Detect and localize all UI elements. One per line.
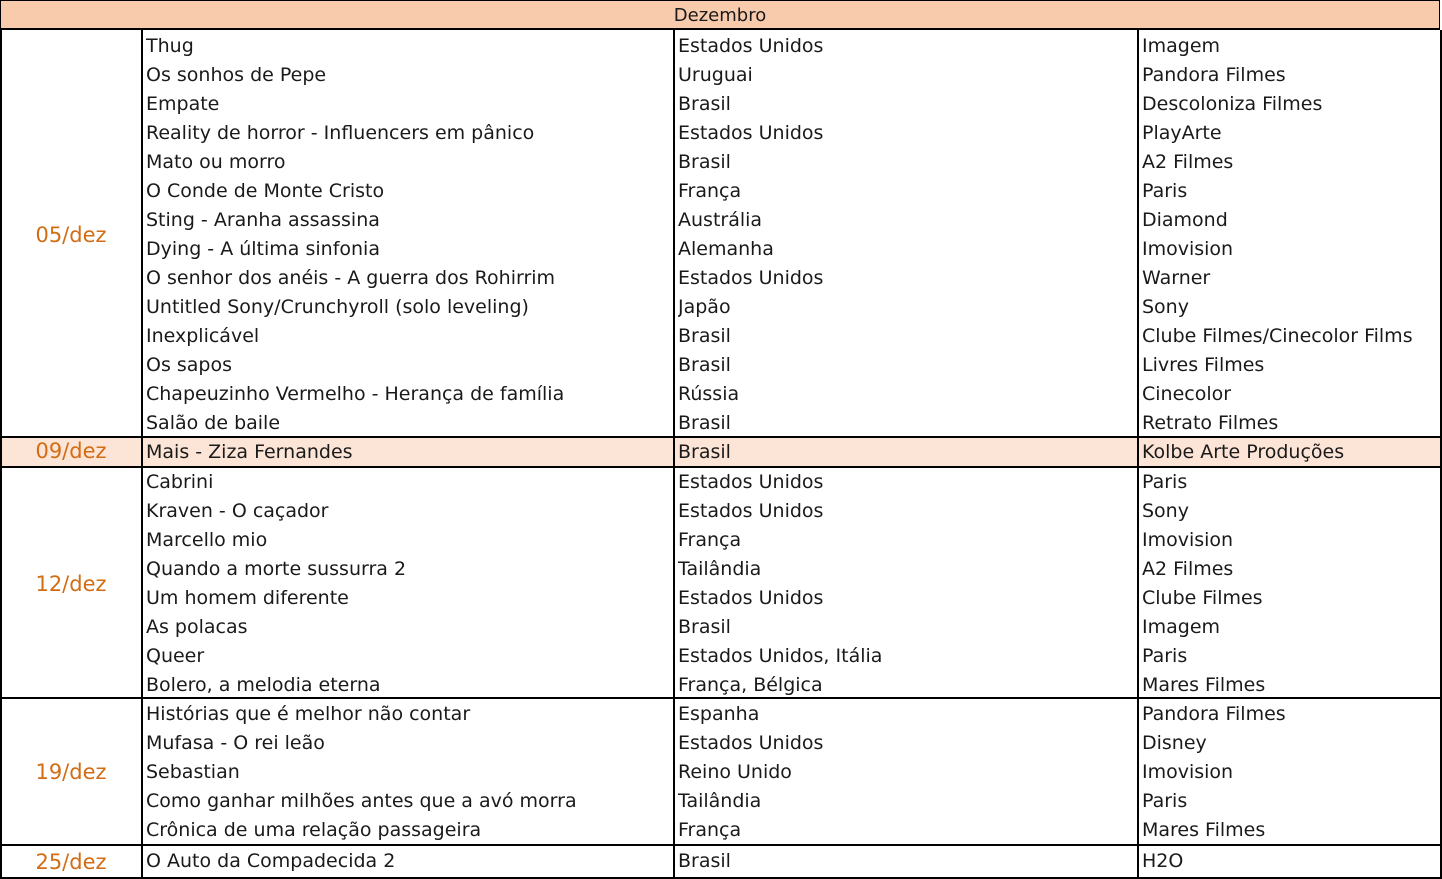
movie-title-cell: O Conde de Monte Cristo — [146, 180, 385, 202]
movie-title-cell: Chapeuzinho Vermelho - Herança de família — [146, 383, 565, 405]
movie-title-cell: Empate — [146, 93, 220, 115]
movie-title-cell: As polacas — [146, 616, 248, 638]
month-header — [0, 0, 1440, 30]
column-divider — [1137, 30, 1139, 879]
table-row — [0, 380, 1442, 409]
country-cell: Uruguai — [678, 64, 753, 86]
movie-title-cell: Cabrini — [146, 471, 214, 493]
distributor-cell: Imagem — [1142, 616, 1221, 638]
date-group — [0, 32, 1442, 438]
table-row — [0, 584, 1442, 613]
distributor-cell: Imagem — [1142, 35, 1221, 57]
release-date: 09/dez — [35, 439, 107, 463]
movie-title-cell: Salão de baile — [146, 412, 281, 434]
movie-title-cell: Sting - Aranha assassina — [146, 209, 380, 231]
movie-title-cell: Histórias que é melhor não contar — [146, 703, 471, 725]
date-group — [0, 437, 1442, 467]
table-row — [0, 61, 1442, 90]
distributor-cell: Kolbe Arte Produções — [1142, 441, 1345, 463]
release-date: 19/dez — [35, 760, 107, 784]
distributor-cell: Paris — [1142, 645, 1188, 667]
table-row — [0, 642, 1442, 671]
release-date: 05/dez — [35, 223, 107, 247]
country-cell: França — [678, 180, 742, 202]
movie-title-cell: Reality de horror - Influencers em pânico — [146, 122, 535, 144]
table-row — [0, 409, 1442, 438]
table-row — [0, 119, 1442, 148]
movie-title-cell: Kraven - O caçador — [146, 500, 329, 522]
country-cell: Estados Unidos — [678, 267, 824, 289]
date-group — [0, 847, 1442, 877]
table-row — [0, 671, 1442, 700]
movie-title-cell: Bolero, a melodia eterna — [146, 674, 381, 696]
distributor-cell: Imovision — [1142, 761, 1234, 783]
country-cell: Brasil — [678, 325, 731, 347]
distributor-cell: Retrato Filmes — [1142, 412, 1279, 434]
country-cell: Tailândia — [678, 790, 762, 812]
date-group — [0, 468, 1442, 700]
country-cell: Estados Unidos — [678, 35, 824, 57]
distributor-cell: Sony — [1142, 296, 1189, 318]
table-row — [0, 555, 1442, 584]
table-row — [0, 700, 1442, 729]
country-cell: França, Bélgica — [678, 674, 823, 696]
table-row — [0, 32, 1442, 61]
movie-title-cell: O Auto da Compadecida 2 — [146, 850, 396, 872]
row-divider — [0, 436, 1442, 438]
table-row — [0, 497, 1442, 526]
distributor-cell: Livres Filmes — [1142, 354, 1265, 376]
release-date: 12/dez — [35, 572, 107, 596]
movie-title-cell: Um homem diferente — [146, 587, 349, 609]
country-cell: Brasil — [678, 441, 731, 463]
country-cell: Japão — [678, 296, 731, 318]
distributor-cell: Imovision — [1142, 238, 1234, 260]
movie-title-cell: Queer — [146, 645, 205, 667]
table-row — [0, 206, 1442, 235]
distributor-cell: Mares Filmes — [1142, 674, 1266, 696]
distributor-cell: Warner — [1142, 267, 1211, 289]
distributor-cell: H2O — [1142, 850, 1184, 872]
country-cell: Estados Unidos, Itália — [678, 645, 883, 667]
country-cell: Estados Unidos — [678, 500, 824, 522]
table-row — [0, 847, 1442, 876]
movie-title-cell: Inexplicável — [146, 325, 260, 347]
distributor-cell: Disney — [1142, 732, 1207, 754]
country-cell: França — [678, 819, 742, 841]
table-row — [0, 816, 1442, 845]
table-row — [0, 438, 1442, 467]
table-row — [0, 90, 1442, 119]
distributor-cell: Pandora Filmes — [1142, 703, 1286, 725]
movie-title-cell: Sebastian — [146, 761, 240, 783]
distributor-cell: Descoloniza Filmes — [1142, 93, 1323, 115]
column-divider — [673, 30, 675, 879]
movie-title-cell: Como ganhar milhões antes que a avó morra — [146, 790, 577, 812]
distributor-cell: A2 Filmes — [1142, 151, 1234, 173]
movie-title-cell: Crônica de uma relação passageira — [146, 819, 482, 841]
table-row — [0, 235, 1442, 264]
distributor-cell: Clube Filmes — [1142, 587, 1263, 609]
distributor-cell: A2 Filmes — [1142, 558, 1234, 580]
country-cell: Rússia — [678, 383, 740, 405]
table-row — [0, 613, 1442, 642]
country-cell: Brasil — [678, 850, 731, 872]
country-cell: Espanha — [678, 703, 760, 725]
movie-title-cell: Marcello mio — [146, 529, 268, 551]
country-cell: Austrália — [678, 209, 763, 231]
country-cell: Brasil — [678, 616, 731, 638]
movie-title-cell: Os sapos — [146, 354, 233, 376]
table-row — [0, 351, 1442, 380]
country-cell: Brasil — [678, 354, 731, 376]
table-row — [0, 787, 1442, 816]
table-row — [0, 758, 1442, 787]
movie-title-cell: Mufasa - O rei leão — [146, 732, 325, 754]
movie-title-cell: Mais - Ziza Fernandes — [146, 441, 353, 463]
country-cell: Reino Unido — [678, 761, 792, 783]
movie-title-cell: O senhor dos anéis - A guerra dos Rohirrim — [146, 267, 556, 289]
row-divider — [0, 844, 1442, 846]
distributor-cell: Diamond — [1142, 209, 1228, 231]
month-title: Dezembro — [673, 5, 767, 26]
country-cell: Estados Unidos — [678, 732, 824, 754]
row-divider — [0, 697, 1442, 699]
distributor-cell: Paris — [1142, 471, 1188, 493]
country-cell: Brasil — [678, 151, 731, 173]
distributor-cell: Pandora Filmes — [1142, 64, 1286, 86]
release-date: 25/dez — [35, 850, 107, 874]
country-cell: Estados Unidos — [678, 587, 824, 609]
distributor-cell: Paris — [1142, 180, 1188, 202]
date-group — [0, 700, 1442, 845]
distributor-cell: Sony — [1142, 500, 1189, 522]
country-cell: Brasil — [678, 93, 731, 115]
movie-title-cell: Mato ou morro — [146, 151, 286, 173]
country-cell: Alemanha — [678, 238, 774, 260]
table-row — [0, 264, 1442, 293]
column-divider — [141, 30, 143, 879]
table-row — [0, 148, 1442, 177]
row-divider — [0, 466, 1442, 468]
table-row — [0, 322, 1442, 351]
table-row — [0, 526, 1442, 555]
distributor-cell: Imovision — [1142, 529, 1234, 551]
distributor-cell: PlayArte — [1142, 122, 1222, 144]
distributor-cell: Cinecolor — [1142, 383, 1232, 405]
movie-title-cell: Thug — [146, 35, 194, 57]
movie-title-cell: Untitled Sony/Crunchyroll (solo leveling) — [146, 296, 529, 318]
table-row — [0, 468, 1442, 497]
table-row — [0, 293, 1442, 322]
distributor-cell: Paris — [1142, 790, 1188, 812]
movie-title-cell: Quando a morte sussurra 2 — [146, 558, 407, 580]
movie-title-cell: Os sonhos de Pepe — [146, 64, 327, 86]
country-cell: Estados Unidos — [678, 471, 824, 493]
country-cell: França — [678, 529, 742, 551]
distributor-cell: Mares Filmes — [1142, 819, 1266, 841]
table-row — [0, 729, 1442, 758]
table-row — [0, 177, 1442, 206]
country-cell: Tailândia — [678, 558, 762, 580]
country-cell: Estados Unidos — [678, 122, 824, 144]
movie-title-cell: Dying - A última sinfonia — [146, 238, 380, 260]
country-cell: Brasil — [678, 412, 731, 434]
column-divider — [0, 30, 2, 879]
distributor-cell: Clube Filmes/Cinecolor Films — [1142, 325, 1413, 347]
